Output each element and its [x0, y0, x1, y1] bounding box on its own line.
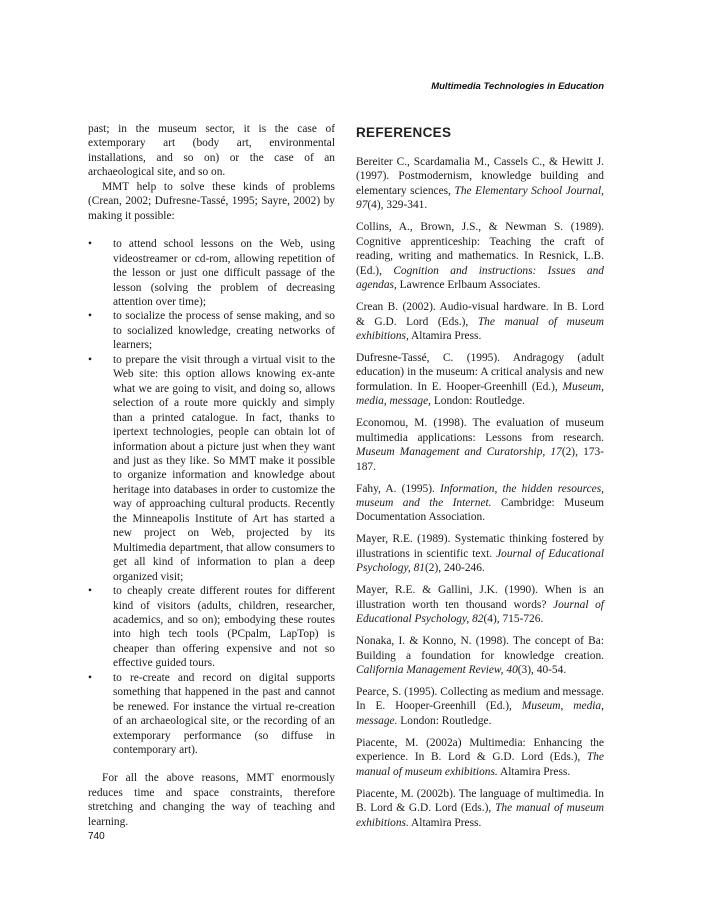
- bullet-text: to prepare the visit through a virtual visit to the Web site: this option allows knowing ex-ante what we are going to visit, and doing so, allows selection of a route more quickly and simply than a printed catalogue. In fact, thanks to ipertext technologies, people can obtain lot of information about a picture just when they want and just as they like. So MMT make it possible to organize information and knowledge about heritage into databases in order to customize the way of approaching cultural products. Recently the Minneapolis Institute of Art has started a new project on Web, projected by its Multimedia department, that allow consumers to get all kind of information to plan a deep organized visit;: [113, 353, 335, 583]
- bullet-dot: •: [88, 585, 92, 598]
- running-header: Multimedia Technologies in Education: [431, 81, 604, 92]
- reference-source: California Management Review, 40: [356, 664, 518, 677]
- reference-details: Cambridge: Museum Documentation Association.: [356, 497, 605, 524]
- bullet-dot: •: [88, 353, 92, 366]
- paragraph-continuation: past; in the museum sector, it is the case of extemporary art (body art, environmental installations, and so on) or the case of an archaeological site, and so on.: [88, 123, 335, 179]
- reference-authors-title: Bereiter C., Scardamalia M., Cassels C., & Hewitt J. (1997). Postmodernism, knowledge building and elementary sciences,: [356, 156, 604, 197]
- bullet-dot: •: [88, 310, 92, 323]
- bullet-text: to attend school lessons on the Web, using videostreamer or cd-rom, allowing repetition of the lesson or just one difficult passage of the lesson (solving the problem of decreasing attention over time);: [113, 238, 335, 308]
- reference-source: The manual of museum exhibitions,: [356, 315, 604, 342]
- paragraph-closing: For all the above reasons, MMT enormously reduces time and space constraints, therefore stretching and changing the way of teaching and learning.: [88, 772, 335, 828]
- reference-authors-title: Dufresne-Tassé, C. (1995). Andragogy (adult education) in the museum: A critical analysis and new formulation. In E. Hooper-Greenhill (Ed.),: [356, 351, 604, 393]
- reference-details: (3), 40-54.: [517, 664, 567, 677]
- bullet-item: [88, 584, 335, 671]
- reference-source: The manual of museum exhibitions.: [356, 751, 604, 778]
- reference-entry: [356, 300, 604, 343]
- reference-authors-title: Mayer, R.E. (1989). Systematic thinking fostered by illustrations in scientific text.: [356, 533, 604, 560]
- bullet-item: [88, 671, 335, 758]
- page-number: 740: [88, 831, 105, 842]
- reference-entry: [356, 787, 604, 830]
- reference-details: Lawrence Erlbaum Associates.: [396, 279, 541, 292]
- reference-source: The Elementary School Journal, 97: [356, 184, 604, 212]
- reference-source: The manual of museum exhibitions.: [356, 802, 604, 829]
- body-left-column: [88, 122, 335, 829]
- reference-source: Museum, media, message,: [356, 380, 604, 408]
- reference-source: Information, the hidden resources, museum and the Internet.: [356, 482, 604, 510]
- reference-source: Journal of Educational Psychology, 82: [356, 598, 604, 626]
- reference-authors-title: Pearce, S. (1995). Collecting as medium and message. In E. Hooper-Greenhill (Ed.),: [356, 686, 604, 713]
- reference-entry: [356, 736, 604, 779]
- reference-authors-title: Economou, M. (1998). The evaluation of museum multimedia applications: Lessons from research.: [356, 417, 604, 444]
- paragraph-mmt-intro: MMT help to solve these kinds of problems (Crean, 2002; Dufresne-Tassé, 1995; Sayre, 2002) by making it possible:: [88, 180, 335, 222]
- reference-authors-title: Mayer, R.E. & Gallini, J.K. (1990). When is an illustration worth ten thousand words?: [356, 584, 604, 611]
- bullet-dot: •: [88, 238, 92, 251]
- reference-details: Altamira Press.: [408, 329, 482, 342]
- bullet-text: to socialize the process of sense making, and so to socialized knowledge, creating networks of learners;: [113, 310, 335, 352]
- reference-details: London: Routledge.: [430, 395, 525, 408]
- reference-entry: [356, 482, 604, 525]
- references-column: [356, 125, 604, 838]
- reference-authors-title: Fahy, A. (1995).: [356, 482, 441, 495]
- bullet-dot: •: [88, 671, 92, 684]
- reference-authors-title: Collins, A., Brown, J.S., & Newman S. (1989). Cognitive apprenticeship: Teaching the craft of reading, writing and mathematics. In Resnick, L.B. (Ed.),: [356, 221, 604, 277]
- bullet-item: [88, 353, 335, 584]
- reference-details: (2), 173-187.: [356, 446, 604, 473]
- bullet-text: to cheaply create different routes for different kind of visitors (adults, children, researcher, academics, and so on); embodying these routes into high tech tools (PCpalm, LapTop) is cheaper than offering expensive and not so effective guided tours.: [113, 585, 335, 670]
- reference-entry: [356, 351, 604, 409]
- reference-entry: [356, 416, 604, 474]
- reference-details: Altamira Press.: [408, 816, 482, 829]
- bullet-item: [88, 237, 335, 309]
- reference-source: Journal of Educational Psychology, 81: [356, 547, 604, 575]
- reference-details: (4), 715-726.: [483, 613, 544, 626]
- bullet-list: [88, 237, 335, 757]
- reference-source: Cognition and instructions: Issues and agendas,: [356, 264, 604, 292]
- reference-entry: [356, 685, 604, 728]
- reference-authors-title: Piacente, M. (2002b). The language of multimedia. In B. Lord & G.D. Lord (Eds.),: [356, 787, 604, 815]
- reference-entry: [356, 532, 604, 575]
- bullet-text: to re-create and record on digital supports something that happened in the past and cannot be renewed. For instance the virtual re-creation of an archaeological site, or the recording of an extemporary performance (so diffuse in contemporary art).: [113, 671, 335, 757]
- reference-source: Museum Management and Curatorship, 17: [356, 446, 562, 459]
- references-heading: REFERENCES: [356, 125, 452, 140]
- bullet-item: [88, 309, 335, 352]
- reference-details: Altamira Press.: [497, 765, 571, 778]
- reference-details: London: Routledge.: [397, 714, 492, 727]
- reference-authors-title: Nonaka, I. & Konno, N. (1998). The concept of Ba: Building a foundation for knowledge creation.: [356, 635, 604, 662]
- reference-entry: [356, 634, 604, 677]
- reference-entry: [356, 155, 604, 213]
- reference-authors-title: Piacente, M. (2002a) Multimedia: Enhancing the experience. In B. Lord & G.D. Lord (Eds.),: [356, 736, 604, 764]
- reference-details: (2), 240-246.: [424, 562, 485, 575]
- reference-entry: [356, 220, 604, 292]
- reference-details: (4), 329-341.: [367, 199, 428, 212]
- reference-entry: [356, 583, 604, 626]
- reference-authors-title: Crean B. (2002). Audio-visual hardware. In B. Lord & G.D. Lord (Eds.),: [356, 301, 604, 328]
- reference-source: Museum, media, message.: [356, 700, 604, 727]
